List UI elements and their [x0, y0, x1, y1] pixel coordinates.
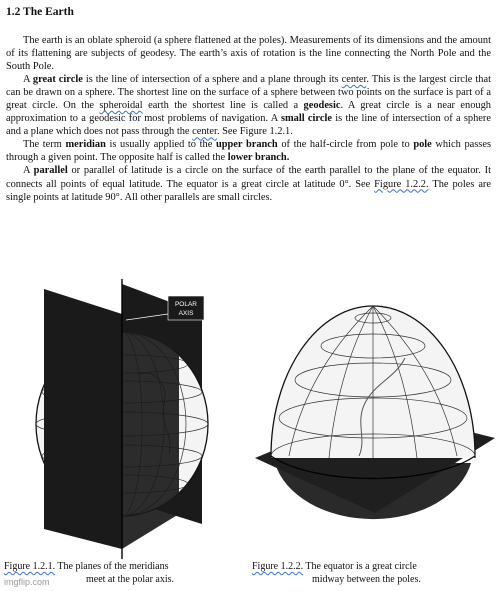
- figure-ref-1-2-2: Figure 1.2.2.: [374, 178, 429, 190]
- text-run: The term: [23, 139, 66, 151]
- term-small-circle: small circle: [280, 113, 332, 125]
- text-run: earth the shortest line is called a: [142, 100, 304, 112]
- text-run: is the line of intersection of a sphere and a plane through its: [82, 74, 342, 86]
- word-center: center: [192, 126, 217, 138]
- meridian-plane-front: [44, 289, 122, 549]
- caption-text: The equator is a great circle: [303, 561, 417, 572]
- figure-meridian-planes: [4, 274, 239, 559]
- figure-2-caption: [252, 561, 492, 586]
- paragraph-meridian: [6, 138, 491, 164]
- figure-equator-plane: [255, 288, 495, 558]
- text-run: or parallel of latitude is a circle on the surface of the earth parallel to the plane of the equator. It connects all points of equal latitude. The equator is a great circle at latitude 0°. See: [6, 165, 491, 190]
- term-pole: pole: [413, 139, 432, 151]
- term-geodesic: geodesic: [303, 100, 341, 112]
- figures-area: [0, 270, 500, 570]
- globe-upper-hemisphere: [271, 306, 475, 558]
- text-run: A: [23, 74, 33, 86]
- figure-2-label: Figure 1.2.2.: [252, 561, 304, 572]
- text-run: which passes through a given point. The opposite half is called the: [6, 139, 491, 164]
- text-run: is usually applied to the: [105, 139, 216, 151]
- paragraph-earth-shape: The earth is an oblate spheroid (a sphere flattened at the poles). Measurements of its dimensions and the amount of its flattening are subjects of geodesy. The earth’s axis of rotation is the line connecting the North Pole and the South Pole.: [6, 35, 491, 73]
- term-upper-branch: upper branch: [215, 139, 278, 151]
- term-parallel: parallel: [33, 165, 68, 177]
- text-run: . See Figure 1.2.1.: [216, 126, 293, 138]
- polar-axis-label-line1: POLAR: [174, 301, 198, 308]
- caption-text-line2: meet at the polar axis.: [86, 573, 175, 585]
- caption-text: The planes of the meridians: [55, 561, 169, 572]
- text-run: . This is the largest circle that can be drawn on a sphere. The shortest line on the surface of a sphere between two points on the surface is part of a great circle. On the: [6, 74, 491, 112]
- body-text: [6, 34, 491, 204]
- term-meridian: meridian: [65, 139, 106, 151]
- figure-1-label: Figure 1.2.1.: [4, 561, 56, 572]
- caption-text-line2: midway between the poles.: [312, 573, 421, 585]
- meridian-plane-right: [122, 314, 179, 549]
- word-center: center: [341, 74, 367, 86]
- text-run: of the half-circle from pole to: [277, 139, 414, 151]
- paragraph-great-circle: [6, 73, 491, 138]
- text-run: A: [23, 165, 34, 177]
- text-run: . A great circle is a near enough approximation to a geodesic for most problems of navigation. A: [6, 100, 492, 125]
- word-spheroidal: spheroidal: [99, 100, 143, 112]
- polar-axis-label-line2: AXIS: [178, 310, 194, 317]
- paragraph-parallel: [6, 164, 491, 203]
- section-title: 1.2 The Earth: [6, 6, 74, 18]
- text-run: is the line of intersection of a sphere and a plane which does not pass through the: [6, 113, 491, 138]
- term-lower-branch: lower branch.: [227, 152, 290, 164]
- text-run: The poles are single points at latitude 90°. All other parallels are small circles.: [6, 178, 492, 203]
- term-great-circle: great circle: [32, 74, 83, 86]
- watermark: imgflip.com: [4, 577, 50, 587]
